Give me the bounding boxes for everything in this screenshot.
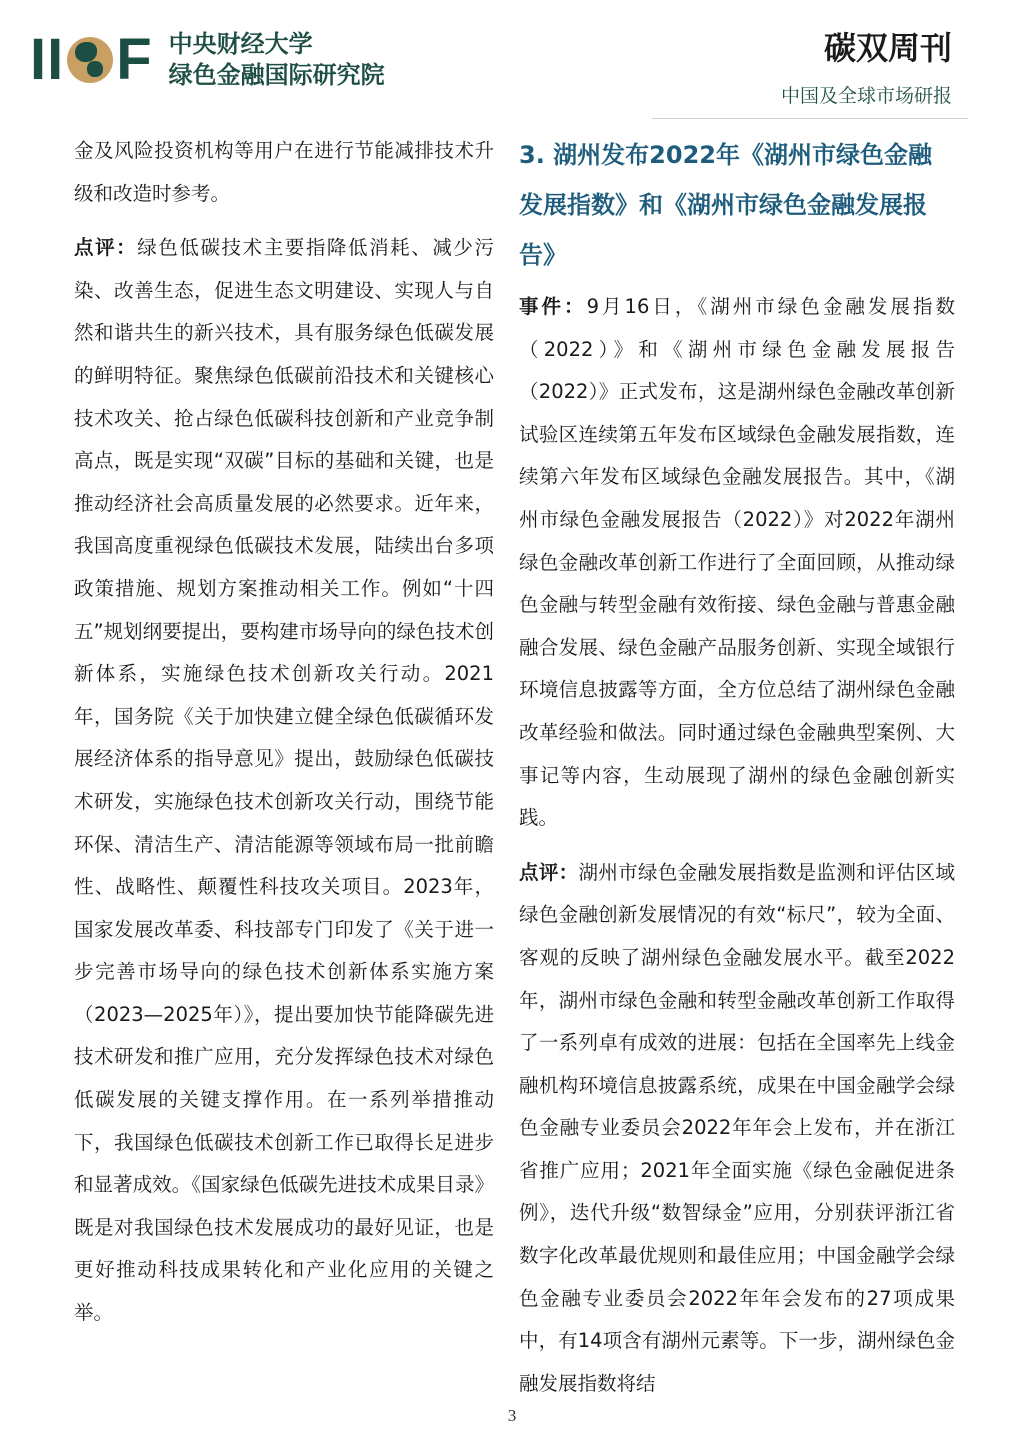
comment-body: 湖州市绿色金融发展指数是监测和评估区域绿色金融创新发展情况的有效“标尺”，较为全面、客观的反映了湖州绿色金融发展水平。截至2022年，湖州市绿色金融和转型金融改革创新工作取得了一系列卓有成效的进展：包括在全国率先上线金融机构环境信息披露系统，成果在中国金融学会绿色金融专业委员会2022年年会上发布，并在浙江省推广应用；2021年全面实施《绿色金融促进条例》，迭代升级“数智绿金”应用，分别获评浙江省数字化改革最优规则和最佳应用；中国金融学会绿色金融专业委员会2022年年会发布的27项成果中，有14项含有湖州元素等。下一步，湖州绿色金融发展指数将结 [519,860,955,1395]
comment-paragraph [74,227,494,1334]
journal-subtitle: 中国及全球市场研报 [780,85,952,107]
journal-title: 碳双周刊 [823,29,952,67]
page-header [0,0,1024,110]
event-paragraph [519,286,955,840]
section-title: 3. 湖州发布2022年《湖州市绿色金融发展指数》和《湖州市绿色金融发展报告》 [519,141,932,269]
page-number: 3 [507,1406,517,1425]
globe-icon [67,37,113,83]
comment-body: 绿色低碳技术主要指降低消耗、减少污染、改善生态，促进生态文明建设、实现人与自然和谐共生的新兴技术，具有服务绿色低碳发展的鲜明特征。聚焦绿色低碳前沿技术和关键核心技术攻关、抢占绿色低碳科技创新和产业竞争制高点，既是实现“双碳”目标的基础和关键，也是推动经济社会高质量发展的必然要求。近年来，我国高度重视绿色低碳技术发展，陆续出台多项政策措施、规划方案推动相关工作。例如“十四五”规划纲要提出，要构建市场导向的绿色技术创新体系，实施绿色技术创新攻关行动。2021年，国务院《关于加快建立健全绿色低碳循环发展经济体系的指导意见》提出，鼓励绿色低碳技术研发，实施绿色技术创新攻关行动，围绕节能环保、清洁生产、清洁能源等领域布局一批前瞻性、战略性、颠覆性科技攻关项目。2023年，国家发展改革委、科技部专门印发了《关于进一步完善市场导向的绿色技术创新体系实施方案（2023—2025年）》，提出要加快节能降碳先进技术研发和推广应用，充分发挥绿色技术对绿色低碳发展的关键支撑作用。在一系列举措推动下，我国绿色低碳技术创新工作已取得长足进步和显著成效。《国家绿色低碳先进技术成果目录》既是对我国绿色技术发展成功的最好见证，也是更好推动科技成果转化和产业化应用的关键之举。 [74,236,494,1325]
journal-heading [692,28,952,108]
intro-paragraph: 金及风险投资机构等用户在进行节能减排技术升级和改造时参考。 [74,139,494,205]
left-column [74,130,494,1347]
logo-mark: II F [30,27,153,92]
comment-label: 点评： [74,236,138,260]
comment-label: 点评： [519,860,579,884]
institute-name-line1: 中央财经大学 [168,30,313,58]
institute-name-line2: 绿色金融国际研究院 [168,61,385,89]
institute-name [169,29,385,91]
comment-paragraph [519,852,955,1406]
header-divider [652,118,968,119]
right-column [519,130,955,1417]
event-label: 事件： [519,295,587,318]
iigf-logo [30,27,385,92]
event-body: 9月16日，《湖州市绿色金融发展指数（2022）》和《湖州市绿色金融发展报告（2022）》正式发布，这是湖州绿色金融改革创新试验区连续第五年发布区域绿色金融发展指数，连续第六年发布区域绿色金融发展报告。其中，《湖州市绿色金融发展报告（2022）》对2022年湖州绿色金融改革创新工作进行了全面回顾，从推动绿色金融与转型金融有效衔接、绿色金融与普惠金融融合发展、绿色金融产品服务创新、实现全域银行环境信息披露等方面，全方位总结了湖州绿色金融改革经验和做法。同时通过绿色金融典型案例、大事记等内容，生动展现了湖州的绿色金融创新实践。 [519,295,955,830]
